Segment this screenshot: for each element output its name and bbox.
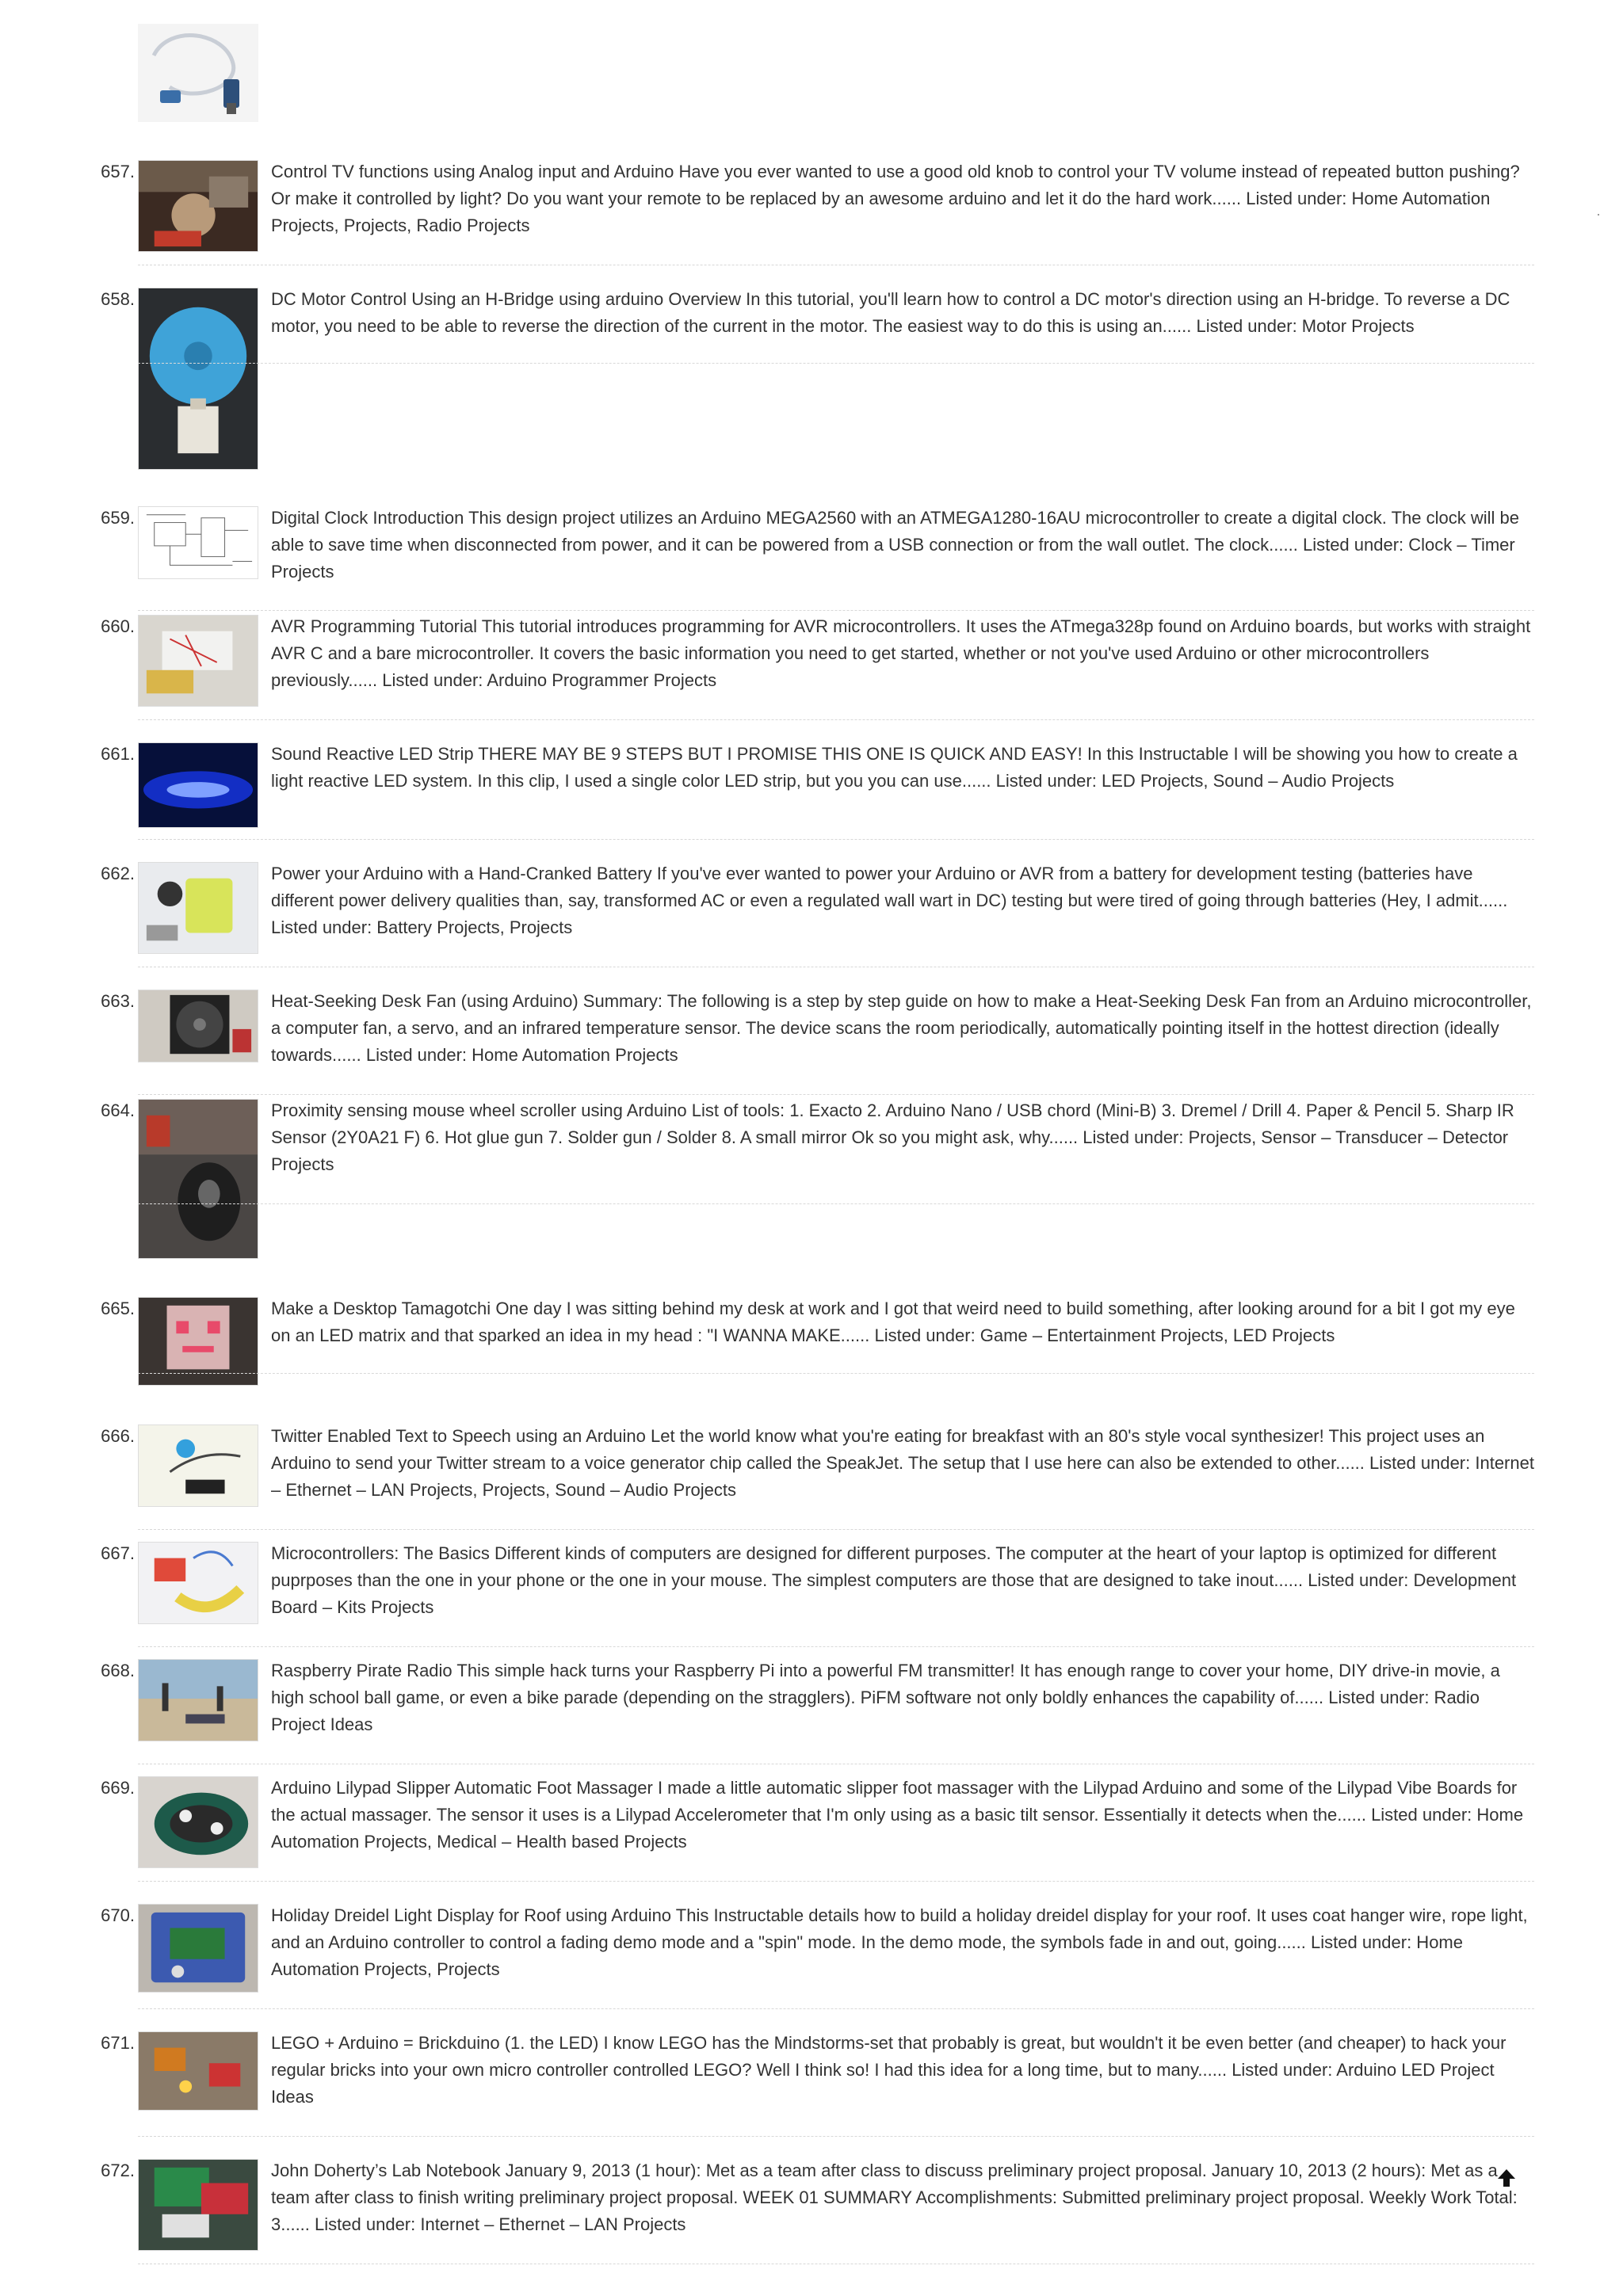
slipper-image [139,1777,258,1867]
item-title-link[interactable]: Arduino Lilypad Slipper Automatic Foot Massager [271,1778,653,1798]
led-matrix-image [139,1298,258,1385]
dc-motor-thumbnail[interactable] [138,288,258,470]
item-title-link[interactable]: John Doherty’s Lab Notebook [271,2161,501,2180]
usb-cable-image [138,24,258,122]
item-separator [138,839,1534,840]
dreidel-display-thumbnail[interactable] [138,1904,258,1993]
desk-fan-thumbnail[interactable] [138,990,258,1062]
item-categories: Listed under: Home Automation Projects, Projects, Radio Projects [271,189,1491,235]
led-strip-thumbnail[interactable] [138,742,258,828]
item-excerpt: Summary: The following is a step by step guide on how to make a Heat-Seeking Desk Fan from an Arduino microcontroller, a computer fan, a servo, and an infrared temperature sensor. The device scans the room periodically, automatically pointing itself in the hottest direction (ideally towards...... [271,991,1532,1065]
item-number: 670. [101,1905,135,1925]
item-categories: Listed under: Home Automation Projects, Projects [271,1932,1463,1979]
item-excerpt: List of tools: 1. Exacto 2. Arduino Nano / USB chord (Mini-B) 3. Dremel / Drill 4. Paper & Pencil 5. Sharp IR Sensor (2Y0A21 F) 6. Hot glue gun 7. Solder gun / Solder 8. A small mirror Ok so you might ask, why...... [271,1100,1514,1147]
item-number: 660. [101,616,135,636]
item-categories: Listed under: Home Automation Projects [365,1045,678,1065]
item-number: 657. [101,162,135,181]
item-excerpt: THERE MAY BE 9 STEPS BUT I PROMISE THIS ONE IS QUICK AND EASY! In this Instructable I will be showing you how to create a light reactive LED system. In this clip, I used a single color LED strip, but you you can use...... [271,744,1518,791]
arrow-up-icon [1496,2168,1517,2188]
item-categories: Listed under: Radio Project Ideas [271,1688,1480,1734]
stray-dot [1598,214,1599,215]
item-separator [138,1094,1534,1095]
item-separator [138,2008,1534,2009]
item-categories: Listed under: Development Board – Kits Projects [271,1570,1517,1617]
item-title-link[interactable]: LEGO + Arduino = Brickduino (1. the LED) [271,2033,599,2053]
mouse-scroller-thumbnail[interactable] [138,1099,258,1259]
item-excerpt: This simple hack turns your Raspberry Pi into a powerful FM transmitter! It has enough range to cover your home, DIY drive-in movie, a high school ball game, or even a bike parade (depending on the stragglers). PiFM software not only boldly enhances the capability of...... [271,1661,1500,1707]
item-separator [138,1203,1534,1204]
item-categories: Listed under: Game – Entertainment Projects, LED Projects [874,1325,1335,1345]
tv-knob-image [139,161,258,251]
item-excerpt: This tutorial introduces programming for AVR microcontrollers. It uses the ATmega328p found on Arduino boards, but works with straight AVR C and a bare microcontroller. It covers the basic information you need to get started, whether or not you've used Arduino or other microcontrollers previously...... [271,616,1531,690]
banana-circuit-image [139,1543,258,1623]
hand-cranked-battery-thumbnail[interactable] [138,862,258,954]
item-excerpt: I made a little automatic slipper foot massager with the Lilypad Arduino and some of the Lilypad Vibe Boards for the actual massager. The sensor it uses is a Lilypad Accelerometer that I'm only using as a basic tilt sensor. Essentially it detects when the...... [271,1778,1518,1825]
item-categories: Listed under: Arduino Programmer Projects [382,670,717,690]
item-title-link[interactable]: Power your Arduino with a Hand-Cranked Battery [271,864,652,883]
item-number: 672. [101,2161,135,2180]
item-separator [138,2136,1534,2137]
item-title-link[interactable]: Proximity sensing mouse wheel scroller using Arduino [271,1100,687,1120]
item-categories: Listed under: Motor Projects [1196,316,1415,336]
item-number: 661. [101,744,135,764]
item-separator [138,610,1534,611]
crank-battery-image [139,863,258,953]
item-number: 667. [101,1543,135,1563]
item-excerpt: Overview In this tutorial, you'll learn how to control a DC motor's direction using an H-bridge. To reverse a DC motor, you need to be able to reverse the direction of the current in the motor. The easiest way to do this is using an...... [271,289,1510,336]
dreidel-controller-image [139,1905,258,1992]
item-title-link[interactable]: DC Motor Control Using an H-Bridge using arduino [271,289,664,309]
item-categories: Listed under: Home Automation Projects, Medical – Health based Projects [271,1805,1524,1852]
back-to-top-button[interactable] [1496,2168,1517,2188]
item-separator [138,719,1534,720]
item-categories: Listed under: LED Projects, Sound – Audio Projects [995,771,1395,791]
item-number: 663. [101,991,135,1011]
item-title-link[interactable]: Holiday Dreidel Light Display for Roof using Arduino [271,1905,672,1925]
twitter-speech-image [139,1425,258,1506]
item-title-link[interactable]: Make a Desktop Tamagotchi [271,1299,491,1318]
item-excerpt: January 9, 2013 (1 hour): Met as a team after class to discuss preliminary project proposal. January 10, 2013 (2 hours): Met as a team after class to finish writing preliminary project proposal. WEEK 01 SUMMARY Accomplishments: Submitted preliminary project proposal. Weekly Work Total: 3...... [271,2161,1518,2234]
item-separator [138,1646,1534,1647]
item-number: 669. [101,1778,135,1798]
item-categories: Listed under: Projects, Sensor – Transducer – Detector Projects [271,1127,1509,1174]
item-excerpt: Different kinds of computers are designed for different purposes. The computer at the heart of your laptop is optimized for different puprposes than the one in your phone or the one in your mouse. The simplest computers are those that are designed to take inout...... [271,1543,1497,1590]
item-separator [138,363,1534,364]
item-number: 658. [101,289,135,309]
item-categories: Listed under: Arduino LED Project Ideas [271,2060,1495,2107]
item-title-link[interactable]: Microcontrollers: The Basics [271,1543,490,1563]
item-separator [138,1373,1534,1374]
microcontroller-basics-thumbnail[interactable] [138,1542,258,1624]
item-number: 664. [101,1100,135,1120]
item-title-link[interactable]: Control TV functions using Analog input and Arduino [271,162,674,181]
item-separator [138,1881,1534,1882]
item-number: 662. [101,864,135,883]
breadboard-image [139,616,258,706]
lab-notebook-thumbnail[interactable] [138,2159,258,2251]
item-excerpt: Have you ever wanted to use a good old knob to control your TV volume instead of repeated button pushing? Or make it controlled by light? Do you want your remote to be replaced by an awesome arduino and let it do the hard work...... [271,162,1520,208]
brickduino-thumbnail[interactable] [138,2031,258,2111]
tv-knob-thumbnail[interactable] [138,160,258,252]
item-excerpt: Let the world know what you're eating for breakfast with an 80's style vocal synthesizer! This project uses an Arduino to send your Twitter stream to a voice generator chip called the SpeakJet. The setup that I use here can also be extended to other...... [271,1426,1485,1473]
beach-image [139,1660,258,1741]
item-separator [138,1529,1534,1530]
usb-cable-thumbnail[interactable] [138,24,258,122]
dc-motor-image [139,288,258,469]
lego-led-image [139,2032,258,2110]
blue-led-image [139,743,258,827]
schematic-image [139,507,258,578]
desk-fan-image [139,990,258,1062]
item-excerpt: This Instructable details how to build a holiday dreidel display for your roof. It uses coat hanger wire, rope light, and an Arduino controller to control a fading demo mode and a "spin" mode. In the demo mode, the symbols fade in and out, going...... [271,1905,1528,1952]
item-excerpt: One day I was sitting behind my desk at work and I got that weird need to build something, after looking around for a bit I got my eye on an LED matrix and that sparked an idea in my head : "I WANNA MAKE...... [271,1299,1515,1345]
item-title-link[interactable]: Twitter Enabled Text to Speech using an Arduino [271,1426,646,1446]
item-number: 659. [101,508,135,528]
item-title-link[interactable]: Raspberry Pirate Radio [271,1661,453,1680]
twitter-speech-thumbnail[interactable] [138,1425,258,1507]
avr-programming-thumbnail[interactable] [138,615,258,707]
pirate-radio-thumbnail[interactable] [138,1659,258,1741]
item-title-link[interactable]: AVR Programming Tutorial [271,616,478,636]
item-title-link[interactable]: Sound Reactive LED Strip [271,744,474,764]
item-title-link[interactable]: Digital Clock [271,508,369,528]
mouse-scroller-image [139,1100,258,1258]
item-categories: Listed under: Battery Projects, Projects [271,917,573,937]
item-categories: Listed under: Internet – Ethernet – LAN Projects, Projects, Sound – Audio Projects [271,1453,1534,1500]
item-number: 668. [101,1661,135,1680]
item-number: 665. [101,1299,135,1318]
item-number: 666. [101,1426,135,1446]
item-title-link[interactable]: Heat-Seeking Desk Fan (using Arduino) [271,991,579,1011]
item-excerpt: I know LEGO has the Mindstorms-set that probably is great, but wouldn't it be even better (and cheaper) to hack your regular bricks into your own micro controller controlled LEGO? Well I think so! I had this idea for a long time, but to many...... [271,2033,1507,2080]
item-categories: Listed under: Clock – Timer Projects [271,535,1515,582]
circuit-board-image [139,2160,258,2250]
item-excerpt: If you've ever wanted to power your Arduino or AVR from a battery for development testing (batteries have different power delivery qualities than, say, transformed AC or even a regulated wall wart in DC) testing but were tired of going through batteries (Hey, I admit...... [271,864,1508,910]
item-excerpt: Introduction This design project utilizes an Arduino MEGA2560 with an ATMEGA1280-16AU microcontroller to create a digital clock. The clock will be able to save time when disconnected from power, and it can be powered from a USB connection or from the wall outlet. The clock...... [271,508,1519,555]
foot-massager-thumbnail[interactable] [138,1776,258,1868]
item-number: 671. [101,2033,135,2053]
digital-clock-schematic-thumbnail[interactable] [138,506,258,579]
item-categories: Listed under: Internet – Ethernet – LAN Projects [315,2214,686,2234]
